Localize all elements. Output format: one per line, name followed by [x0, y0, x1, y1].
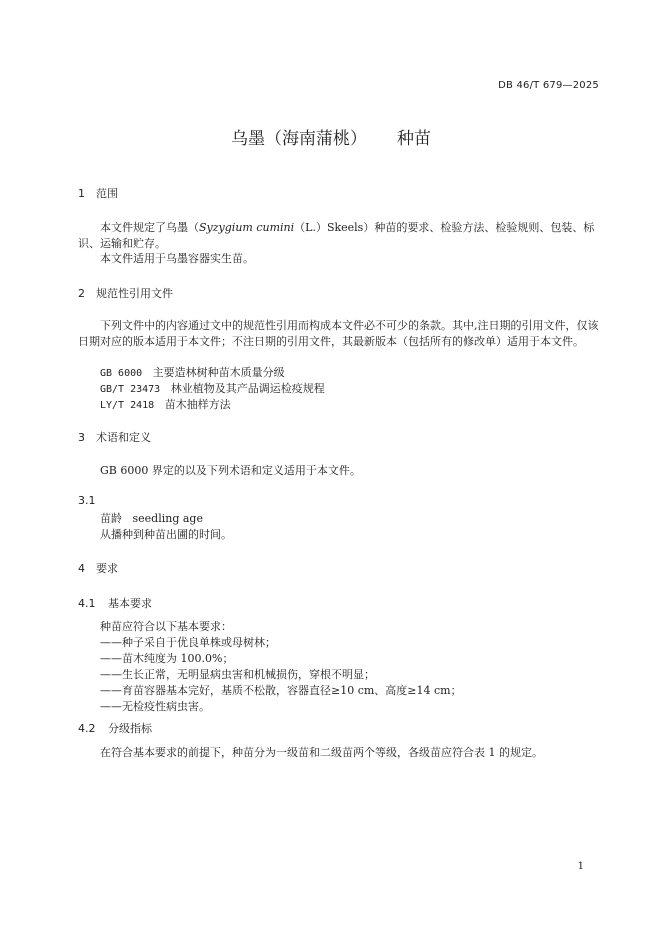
section-4-heading: 4 要求	[78, 562, 118, 575]
section-3-heading: 3 术语和定义	[78, 431, 151, 444]
subsection-3-1-number: 3.1	[78, 494, 96, 507]
term-entry	[100, 510, 203, 526]
requirement-item: ——苗木纯度为 100.0%；	[100, 652, 234, 665]
reference-item: LY/T 2418 苗木抽样方法	[100, 398, 231, 411]
document-id: DB 46/T 679—2025	[498, 80, 599, 91]
term-en: seedling age	[132, 512, 203, 525]
document-title	[0, 124, 662, 149]
requirement-item: ——生长正常，无明显病虫害和机械损伤，穿根不明显；	[100, 668, 375, 681]
section-3-para-1: GB 6000 界定的以及下列术语和定义适用于本文件。	[100, 464, 361, 477]
term-definition: 从播种到种苗出圃的时间。	[100, 528, 232, 541]
section-1-para-2: 本文件适用于乌墨容器实生苗。	[100, 252, 254, 265]
section-4-2-para: 在符合基本要求的前提下，种苗分为一级苗和二级苗两个等级，各级苗应符合表 1 的规定。	[100, 746, 543, 759]
subsection-4-2-heading: 4.2 分级指标	[78, 722, 152, 735]
title-main: 乌墨（海南蒲桃）	[231, 129, 367, 149]
subsection-4-1-heading: 4.1 基本要求	[78, 597, 152, 610]
page-number: 1	[577, 861, 584, 872]
section-1-heading: 1 范围	[78, 187, 118, 200]
section-2-heading: 2 规范性引用文件	[78, 287, 173, 300]
requirements-intro: 种苗应符合以下基本要求：	[100, 620, 232, 633]
title-sub: 种苗	[397, 129, 431, 149]
latin-name: Syzygium cumini	[199, 221, 295, 234]
requirement-item: ——种子采自于优良单株或母树林；	[100, 636, 276, 649]
section-2-para-1: 下列文件中的内容通过文中的规范性引用而构成本文件必不可少的条款。其中,注日期的引用文件，仅该日期对应的版本适用于本文件；不注日期的引用文件，其最新版本（包括所有的修改单）适用于本文件。	[78, 319, 599, 348]
requirement-item: ——育苗容器基本完好，基质不松散，容器直径≥10 cm、高度≥14 cm；	[100, 684, 462, 697]
requirement-item: ——无检疫性病虫害。	[100, 700, 210, 713]
reference-item: GB 6000 主要造林树种苗木质量分级	[100, 366, 285, 379]
reference-item: GB/T 23473 林业植物及其产品调运检疫规程	[100, 382, 325, 395]
section-1-para-1: 本文件规定了乌墨（Syzygium cumini（L.）Skeels）种苗的要求、检验方法、检验规则、包装、标识、运输和贮存。	[78, 221, 595, 250]
term-cn: 苗龄	[100, 512, 122, 525]
